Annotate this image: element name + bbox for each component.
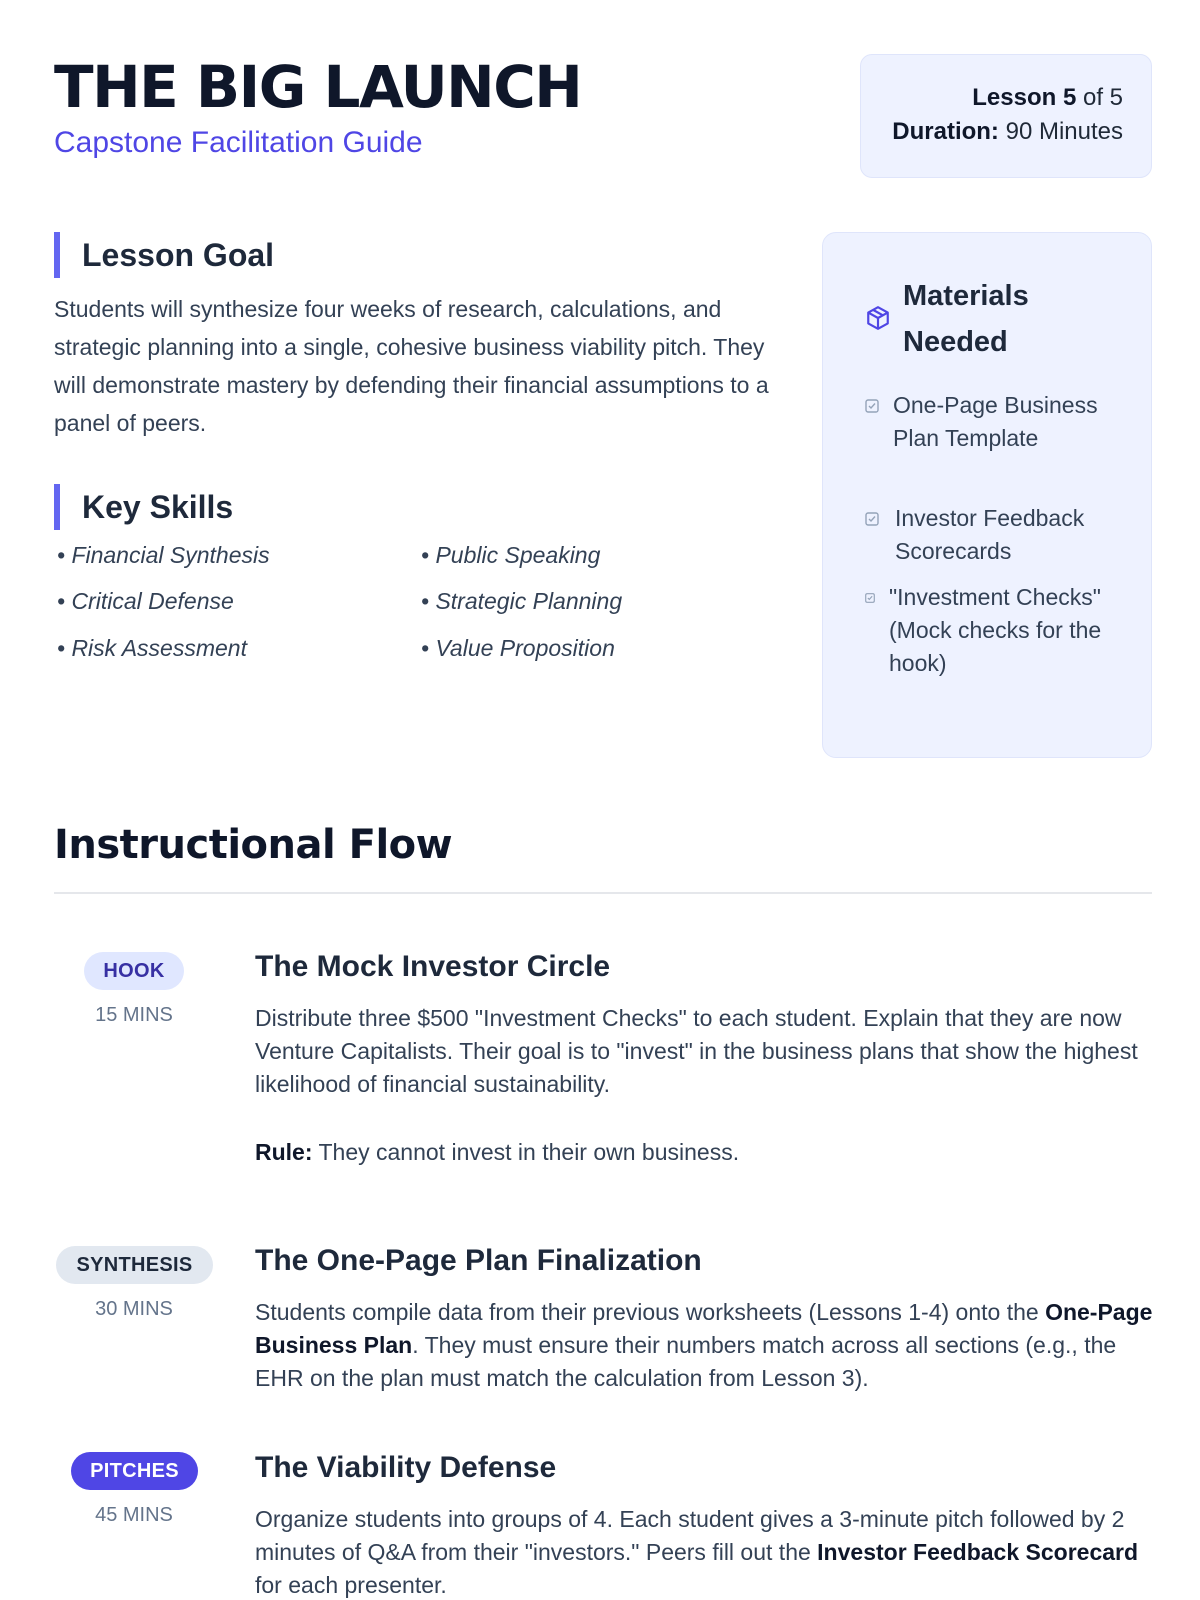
skill-item: • Public Speaking [421, 542, 601, 568]
lesson-label: Lesson [972, 84, 1057, 111]
lesson-info-box [860, 54, 1152, 178]
materials-heading: Materials Needed [903, 280, 1029, 358]
materials-panel [822, 232, 1152, 758]
skill-item: • Financial Synthesis [57, 542, 270, 568]
material-item-label: Investor Feedback Scorecards [895, 505, 1085, 564]
step-rule-label: Rule: [255, 1139, 313, 1165]
step-title: The Viability Defense [255, 1451, 557, 1484]
step-rule-text: They cannot invest in their own business. [318, 1139, 740, 1165]
step-text-bold: One-Page Business Plan [255, 1299, 1153, 1358]
skill-item: • Critical Defense [57, 588, 234, 614]
material-item [865, 502, 1125, 568]
key-skills-heading: Key Skills [54, 484, 233, 530]
lesson-goal-text: Students will synthesize four weeks of research, calculations, and strategic planning into a single, cohesive business viability pitch. They will demonstrate mastery by defending their financial assumptions to a panel of peers. [54, 296, 769, 436]
checkbox-icon [865, 399, 879, 413]
material-item [865, 389, 1125, 455]
step-text [255, 1296, 1160, 1395]
step-text-part: Organize students into groups of 4. Each student gives a 3-minute pitch followed by 2 minutes of Q&A from their "investors." Peers fill out the [255, 1506, 1125, 1565]
page-subtitle: Capstone Facilitation Guide [54, 126, 423, 159]
step-title: The One-Page Plan Finalization [255, 1244, 702, 1277]
material-item-label: "Investment Checks" (Mock checks for the hook) [889, 584, 1102, 676]
step-text-part: Students compile data from their previous worksheets (Lessons 1-4) onto the [255, 1299, 1039, 1325]
divider [54, 892, 1152, 894]
skill-item: • Risk Assessment [57, 635, 247, 661]
step-text-part: . They must ensure their numbers match across all sections (e.g., the EHR on the plan must match the calculation from Lesson 3). [255, 1332, 1117, 1391]
step-badge-synthesis: SYNTHESIS [56, 1246, 213, 1284]
step-rule [255, 1136, 1160, 1169]
step-badge-hook: HOOK [84, 952, 184, 990]
duration-line [861, 115, 1123, 149]
step-text [255, 1503, 1160, 1600]
checkbox-icon [865, 512, 879, 526]
step-badge-pitches: PITCHES [71, 1452, 198, 1490]
lesson-number: 5 [1062, 84, 1077, 111]
skill-item: • Strategic Planning [421, 588, 623, 614]
step-text-part: for each presenter. [255, 1572, 447, 1598]
step-text: Distribute three $500 "Investment Checks" to each student. Explain that they are now Venture Capitalists. Their goal is to "invest" in the business plans that show the highest likelihood of financial sustainability. [255, 1005, 1138, 1097]
duration-value: 90 Minutes [1005, 118, 1123, 145]
lesson-goal-heading: Lesson Goal [54, 232, 274, 278]
step-title: The Mock Investor Circle [255, 950, 611, 983]
step-duration: 30 MINS [95, 1298, 173, 1320]
skill-item: • Value Proposition [421, 635, 615, 661]
page-title: THE BIG LAUNCH [54, 53, 582, 121]
material-item-label: One-Page Business Plan Template [893, 392, 1098, 451]
material-item [865, 581, 1125, 680]
duration-label: Duration: [892, 118, 999, 145]
step-text-bold: Investor Feedback Scorecard [817, 1539, 1139, 1565]
flow-heading: Instructional Flow [54, 822, 453, 868]
step-duration: 45 MINS [95, 1504, 173, 1526]
step-duration: 15 MINS [95, 1004, 173, 1026]
lesson-number-line [861, 81, 1123, 115]
checkbox-icon [865, 593, 875, 603]
lesson-of: of 5 [1082, 84, 1123, 111]
cube-icon [865, 305, 891, 331]
